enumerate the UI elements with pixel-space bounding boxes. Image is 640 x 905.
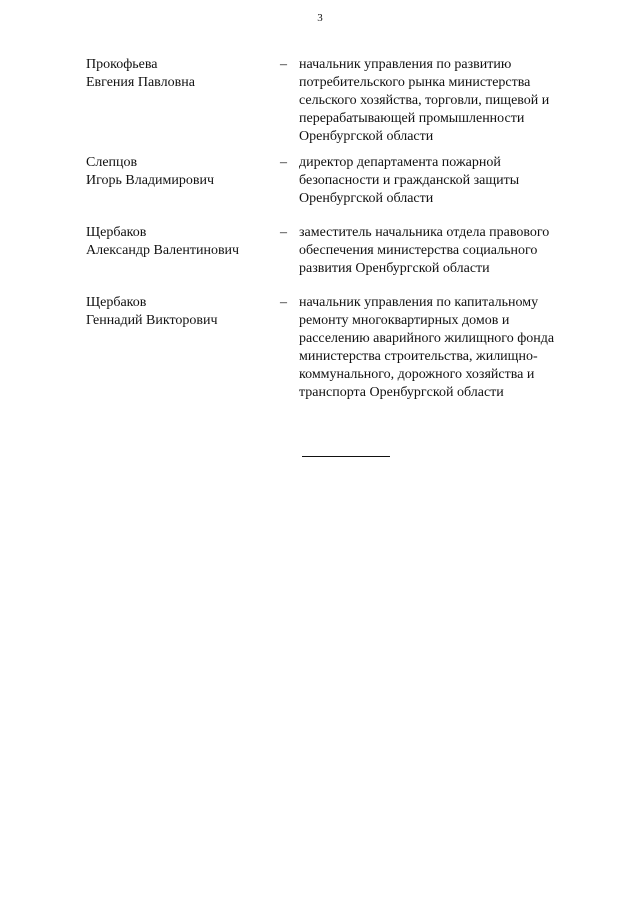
- member-name: [86, 224, 266, 260]
- position-line: сельского хозяйства, торговли, пищевой и: [299, 93, 550, 108]
- member-entry: [86, 224, 596, 284]
- position-line: Оренбургской области: [299, 129, 434, 144]
- position-line: транспорта Оренбургской области: [299, 385, 504, 400]
- dash-separator: –: [280, 155, 287, 170]
- member-position: [299, 294, 597, 402]
- position-line: ремонту многоквартирных домов и: [299, 313, 510, 328]
- member-name: [86, 294, 266, 330]
- position-line: расселению аварийного жилищного фонда: [299, 331, 555, 346]
- member-name: [86, 56, 266, 92]
- member-given-names: Геннадий Викторович: [86, 313, 218, 328]
- member-position: [299, 154, 597, 208]
- member-position: [299, 56, 597, 146]
- member-position: [299, 224, 597, 278]
- position-line: заместитель начальника отдела правового: [299, 225, 550, 240]
- member-given-names: Игорь Владимирович: [86, 173, 215, 188]
- position-line: начальник управления по развитию: [299, 57, 512, 72]
- dash-separator: –: [280, 295, 287, 310]
- member-entry: [86, 154, 596, 214]
- position-line: потребительского рынка министерства: [299, 75, 531, 90]
- position-line: министерства строительства, жилищно-: [299, 349, 538, 364]
- member-given-names: Александр Валентинович: [86, 243, 240, 258]
- member-entry: [86, 294, 596, 404]
- member-name: [86, 154, 266, 190]
- page-number: 3: [317, 12, 323, 24]
- member-surname: Прокофьева: [86, 57, 158, 72]
- member-surname: Щербаков: [86, 295, 147, 310]
- dash-separator: –: [280, 225, 287, 240]
- dash-separator: –: [280, 57, 287, 72]
- member-surname: Щербаков: [86, 225, 147, 240]
- member-list: [86, 56, 596, 414]
- position-line: Оренбургской области: [299, 191, 434, 206]
- position-line: безопасности и гражданской защиты: [299, 173, 520, 188]
- member-entry: [86, 56, 596, 144]
- member-surname: Слепцов: [86, 155, 138, 170]
- position-line: обеспечения министерства социального: [299, 243, 538, 258]
- end-of-list-rule: [302, 456, 390, 457]
- position-line: коммунального, дорожного хозяйства и: [299, 367, 535, 382]
- position-line: развития Оренбургской области: [299, 261, 490, 276]
- member-given-names: Евгения Павловна: [86, 75, 195, 90]
- position-line: перерабатывающей промышленности: [299, 111, 525, 126]
- position-line: начальник управления по капитальному: [299, 295, 539, 310]
- position-line: директор департамента пожарной: [299, 155, 501, 170]
